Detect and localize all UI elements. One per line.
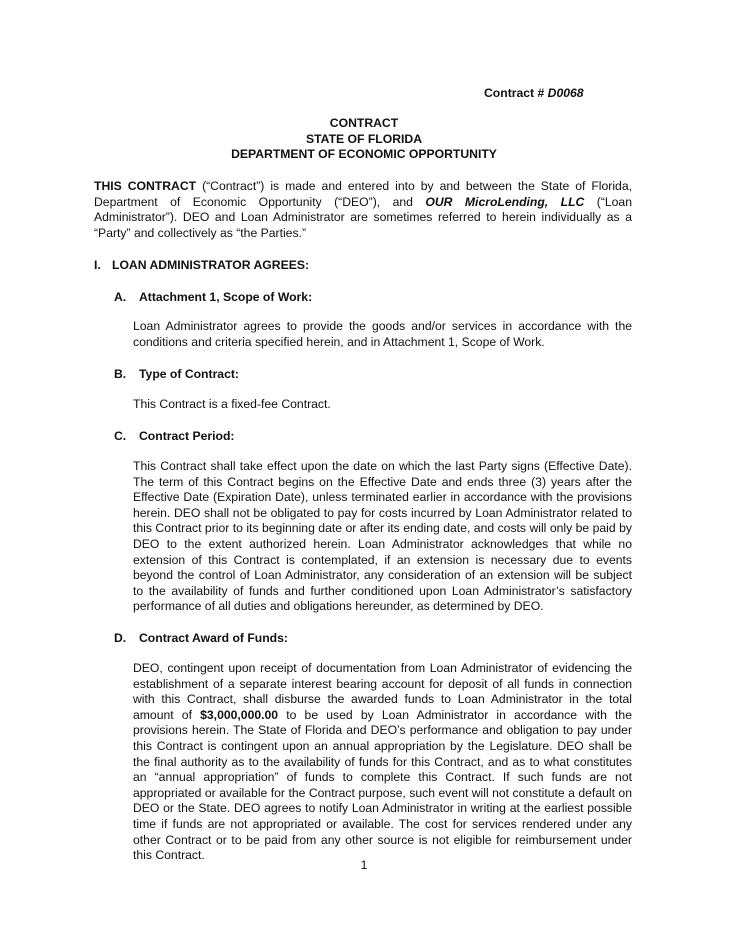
- subsection-b-title: Type of Contract:: [139, 367, 239, 381]
- subsection-a-heading: [114, 290, 312, 304]
- subsection-b-heading: [114, 367, 239, 381]
- subsection-c-body: This Contract shall take effect upon the date on which the last Party signs (Effective Date). The term of this Contract begins on the Effective Date and ends three (3) years after the Effective Date (Expiration Date), unless terminated earlier in accordance with the provisions herein. DEO shall not be obligated to pay for costs incurred by Loan Administrator related to this Contract prior to its beginning date or after its ending date, and costs will only be paid by DEO to the extent authorized herein. Loan Administrator acknowledges that while no extension of this Contract is contemplated, if an extension is necessary due to events beyond the control of Loan Administrator, any consideration of an extension will be subject to the availability of funds and further conditioned upon Loan Administrator’s satisfactory performance of all duties and obligations hereunder, as determined by DEO.: [133, 459, 632, 614]
- intro-text-1: (“Contract”) is made and entered into by and between the State of Florida, Department of Economic Opportunity (“DEO”), and: [94, 179, 632, 209]
- subsection-b-body: This Contract is a fixed-fee Contract.: [133, 397, 331, 411]
- contract-number: D0068: [547, 86, 584, 100]
- title-line-state: STATE OF FLORIDA: [306, 131, 422, 146]
- intro-text-2: (“Loan Administrator”). DEO and Loan Administrator are sometimes referred to herein individually as a “Party” and collectively as “the Parties.”: [94, 194, 632, 240]
- section-i-title: LOAN ADMINISTRATOR AGREES:: [112, 258, 310, 272]
- intro-lead: THIS CONTRACT: [94, 179, 197, 193]
- subsection-c-number: C.: [114, 429, 127, 443]
- subsection-b-number: B.: [114, 367, 127, 381]
- subsection-d-text-1: DEO, contingent upon receipt of documentation from Loan Administrator of evidencing the establishment of a separate interest bearing account for deposit of all funds in connection with this Contract, shall disburse the awarded funds to Loan Administrator in the total amount of: [133, 661, 632, 722]
- subsection-c-title: Contract Period:: [139, 429, 235, 443]
- page-number: 1: [360, 858, 368, 872]
- title-line-contract: CONTRACT: [329, 116, 399, 130]
- subsection-d-heading: [114, 631, 288, 645]
- contract-number-header: [484, 86, 584, 100]
- subsection-d-title: Contract Award of Funds:: [139, 631, 288, 645]
- party-name: OUR MicroLending, LLC: [425, 194, 585, 209]
- section-i-number: I.: [94, 258, 101, 272]
- subsection-d-body: [133, 661, 632, 864]
- subsection-d-text-2: to be used by Loan Administrator in accordance with the provisions herein. The State of Florida and DEO’s performance and obligation to pay under this Contract is contingent upon an annual appropriation by the Legislature. DEO shall be the final authority as to the availability of funds for this Contract, and as to what constitutes an “annual appropriation” of funds to complete this Contract. If such funds are not appropriated or available for the Contract purpose, such event will not constitute a default on DEO or the State. DEO agrees to notify Loan Administrator in writing at the earliest possible time if funds are not appropriated or available. The cost for services rendered under any other Contract or to be paid from any other source is not eligible for reimbursement under this Contract.: [133, 707, 632, 863]
- award-amount: $3,000,000.00: [200, 707, 279, 722]
- subsection-c-heading: [114, 429, 234, 443]
- section-i-heading: [94, 258, 309, 272]
- contract-label: Contract #: [484, 86, 545, 100]
- document-title: [0, 116, 728, 163]
- subsection-a-title: Attachment 1, Scope of Work:: [139, 290, 313, 304]
- intro-paragraph: [94, 179, 632, 241]
- subsection-a-body: Loan Administrator agrees to provide the goods and/or services in accordance with the conditions and criteria specified herein, and in Attachment 1, Scope of Work.: [133, 319, 632, 349]
- subsection-d-number: D.: [114, 631, 127, 645]
- subsection-a-number: A.: [114, 290, 127, 304]
- title-line-department: DEPARTMENT OF ECONOMIC OPPORTUNITY: [231, 147, 497, 161]
